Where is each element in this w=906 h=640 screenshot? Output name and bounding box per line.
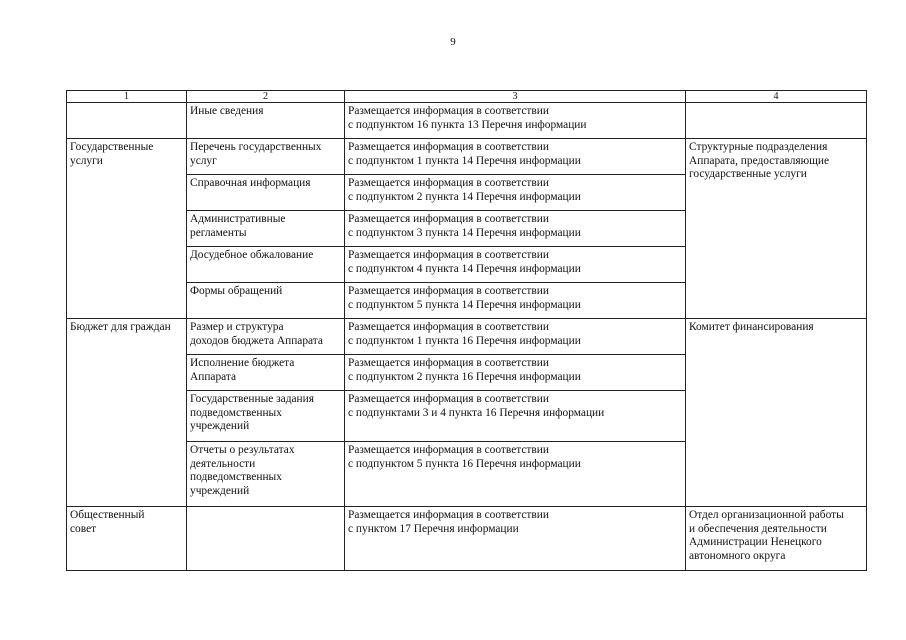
table-row [67,319,867,355]
column-header-3: 3 [345,91,686,103]
item-cell: Справочная информация [187,175,345,211]
section-cell: Общественный совет [67,507,187,571]
section-cell [67,103,187,139]
description-cell: Размещается информация в соответствии с пунктом 17 Перечня информации [345,507,686,571]
item-cell: Иные сведения [187,103,345,139]
table-row [67,139,867,175]
item-cell [187,507,345,571]
responsible-cell: Комитет финансирования [686,319,867,507]
description-cell: Размещается информация в соответствии с подпунктами 3 и 4 пункта 16 Перечня информации [345,391,686,442]
description-cell: Размещается информация в соответствии с подпунктом 16 пункта 13 Перечня информации [345,103,686,139]
page-number: 9 [450,36,456,48]
responsible-cell: Отдел организационной работы и обеспечения деятельности Администрации Ненецкого автономного округа [686,507,867,571]
item-cell: Государственные задания подведомственных учреждений [187,391,345,442]
description-cell: Размещается информация в соответствии с подпунктом 2 пункта 14 Перечня информации [345,175,686,211]
description-cell: Размещается информация в соответствии с подпунктом 3 пункта 14 Перечня информации [345,211,686,247]
section-cell: Бюджет для граждан [67,319,187,507]
description-cell: Размещается информация в соответствии с подпунктом 1 пункта 16 Перечня информации [345,319,686,355]
item-cell: Формы обращений [187,283,345,319]
section-cell: Государственные услуги [67,139,187,319]
column-header-4: 4 [686,91,867,103]
description-cell: Размещается информация в соответствии с подпунктом 5 пункта 16 Перечня информации [345,442,686,507]
item-cell: Отчеты о результатах деятельности подведомственных учреждений [187,442,345,507]
table-row [67,103,867,139]
description-cell: Размещается информация в соответствии с подпунктом 4 пункта 14 Перечня информации [345,247,686,283]
responsible-cell: Структурные подразделения Аппарата, предоставляющие государственные услуги [686,139,867,319]
table-header-row [67,91,867,103]
description-cell: Размещается информация в соответствии с подпунктом 5 пункта 14 Перечня информации [345,283,686,319]
item-cell: Досудебное обжалование [187,247,345,283]
column-header-2: 2 [187,91,345,103]
item-cell: Перечень государственных услуг [187,139,345,175]
item-cell: Исполнение бюджета Аппарата [187,355,345,391]
item-cell: Административные регламенты [187,211,345,247]
table-row [67,507,867,571]
description-cell: Размещается информация в соответствии с подпунктом 2 пункта 16 Перечня информации [345,355,686,391]
responsible-cell [686,103,867,139]
item-cell: Размер и структура доходов бюджета Аппарата [187,319,345,355]
document-table [66,90,867,571]
column-header-1: 1 [67,91,187,103]
description-cell: Размещается информация в соответствии с подпунктом 1 пункта 14 Перечня информации [345,139,686,175]
